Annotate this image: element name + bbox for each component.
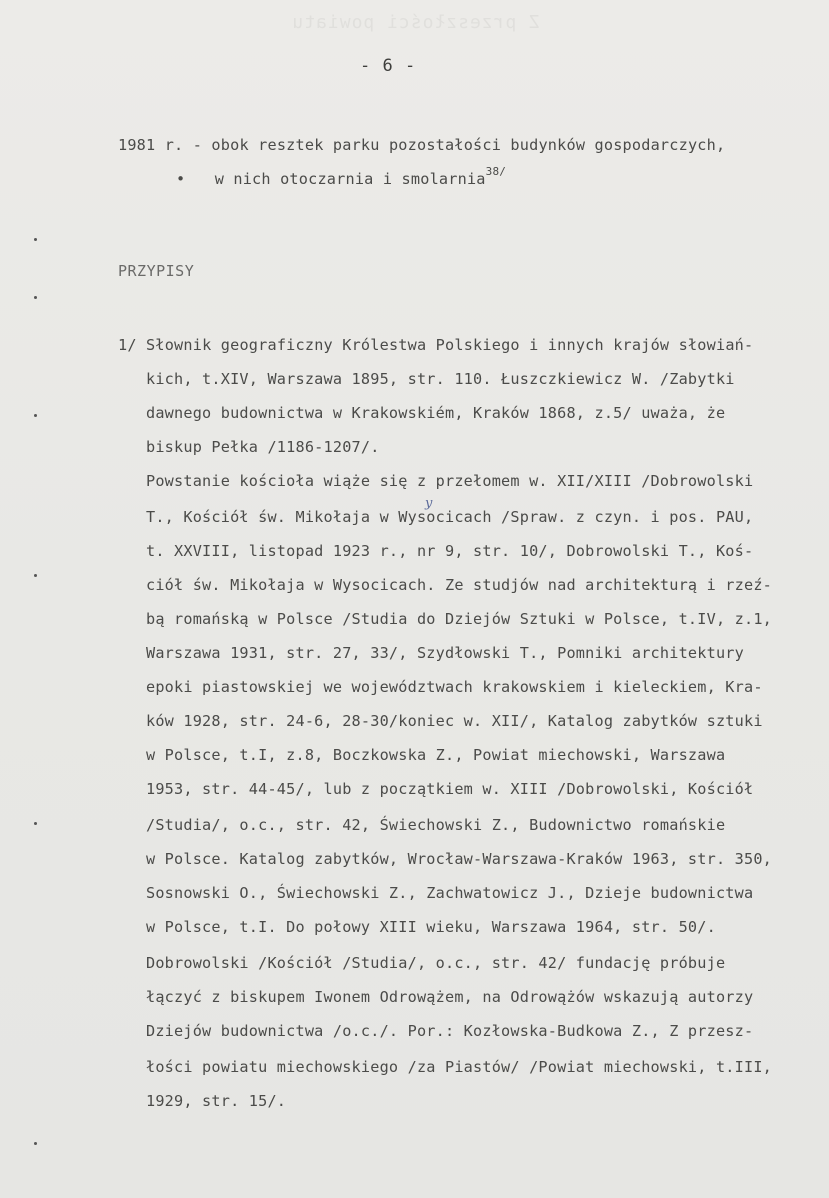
note-line: w Polsce. Katalog zabytków, Wrocław-Warszawa-Kraków 1963, str. 350, — [146, 850, 773, 868]
note-line: dawnego budownictwa w Krakowskiém, Kraków 1868, z.5/ uważa, że — [146, 404, 726, 422]
handwritten-correction: y — [425, 496, 433, 511]
note-line: kich, t.XIV, Warszawa 1895, str. 110. Łuszczkiewicz W. /Zabytki — [146, 370, 735, 388]
note-line: biskup Pełka /1186-1207/. — [146, 438, 380, 456]
note-line: t. XXVIII, listopad 1923 r., nr 9, str. 10/, Dobrowolski T., Koś- — [146, 542, 754, 560]
note-line: łączyć z biskupem Iwonem Odrowążem, na Odrowążów wskazują autorzy — [146, 988, 754, 1006]
note-line: Dziejów budownictwa /o.c./. Por.: Kozłowska-Budkowa Z., Z przesz- — [146, 1022, 754, 1040]
bleed-through-text: Z przeszłości powiatu — [291, 12, 540, 33]
note-line: w Polsce, t.I, z.8, Boczkowska Z., Powiat miechowski, Warszawa — [146, 746, 726, 764]
note-line: T., Kościół św. Mikołaja w Wysocicach /Spraw. z czyn. i pos. PAU, — [146, 508, 754, 526]
note-line: Warszawa 1931, str. 27, 33/, Szydłowski T., Pomniki architektury — [146, 644, 744, 662]
note-line: ciół św. Mikołaja w Wysocicach. Ze studjów nad architekturą i rzeź- — [146, 576, 773, 594]
note-line: łości powiatu miechowskiego /za Piastów/ /Powiat miechowski, t.III, — [146, 1058, 773, 1076]
margin-mark — [34, 414, 37, 417]
footnote-reference: 38/ — [485, 165, 507, 178]
bullet-mark: • — [176, 170, 186, 188]
note-line: Sosnowski O., Świechowski Z., Zachwatowicz J., Dzieje budownictwa — [146, 884, 754, 902]
note-line: Powstanie kościoła wiąże się z przełomem w. XII/XIII /Dobrowolski — [146, 472, 754, 490]
note-line: epoki piastowskiej we województwach krakowskiem i kieleckiem, Kra- — [146, 678, 763, 696]
margin-mark — [34, 574, 37, 577]
note-line: /Studia/, o.c., str. 42, Świechowski Z., Budownictwo romańskie — [146, 816, 726, 834]
note-line: 1929, str. 15/. — [146, 1092, 287, 1110]
margin-mark — [34, 238, 37, 241]
note-line: 1/ Słownik geograficzny Królestwa Polskiego i innych krajów słowiań- — [118, 336, 754, 354]
margin-mark — [34, 1142, 37, 1145]
note-line: 1953, str. 44-45/, lub z początkiem w. XIII /Dobrowolski, Kościół — [146, 780, 754, 798]
entry-line-1: 1981 r. - obok resztek parku pozostałości budynków gospodarczych, — [118, 136, 726, 154]
note-line: Dobrowolski /Kościół /Studia/, o.c., str. 42/ fundację próbuje — [146, 954, 726, 972]
margin-mark — [34, 296, 37, 299]
note-line: w Polsce, t.I. Do połowy XIII wieku, Warszawa 1964, str. 50/. — [146, 918, 716, 936]
entry-line-2 — [176, 165, 507, 188]
section-heading-przypisy: PRZYPISY — [118, 262, 195, 280]
entry-line-2-text: w nich otoczarnia i smolarnia — [214, 170, 486, 188]
margin-mark — [34, 822, 37, 825]
note-line: ków 1928, str. 24-6, 28-30/koniec w. XII/, Katalog zabytków sztuki — [146, 712, 763, 730]
page-number: - 6 - — [360, 56, 417, 76]
note-line: bą romańską w Polsce /Studia do Dziejów Sztuki w Polsce, t.IV, z.1, — [146, 610, 773, 628]
